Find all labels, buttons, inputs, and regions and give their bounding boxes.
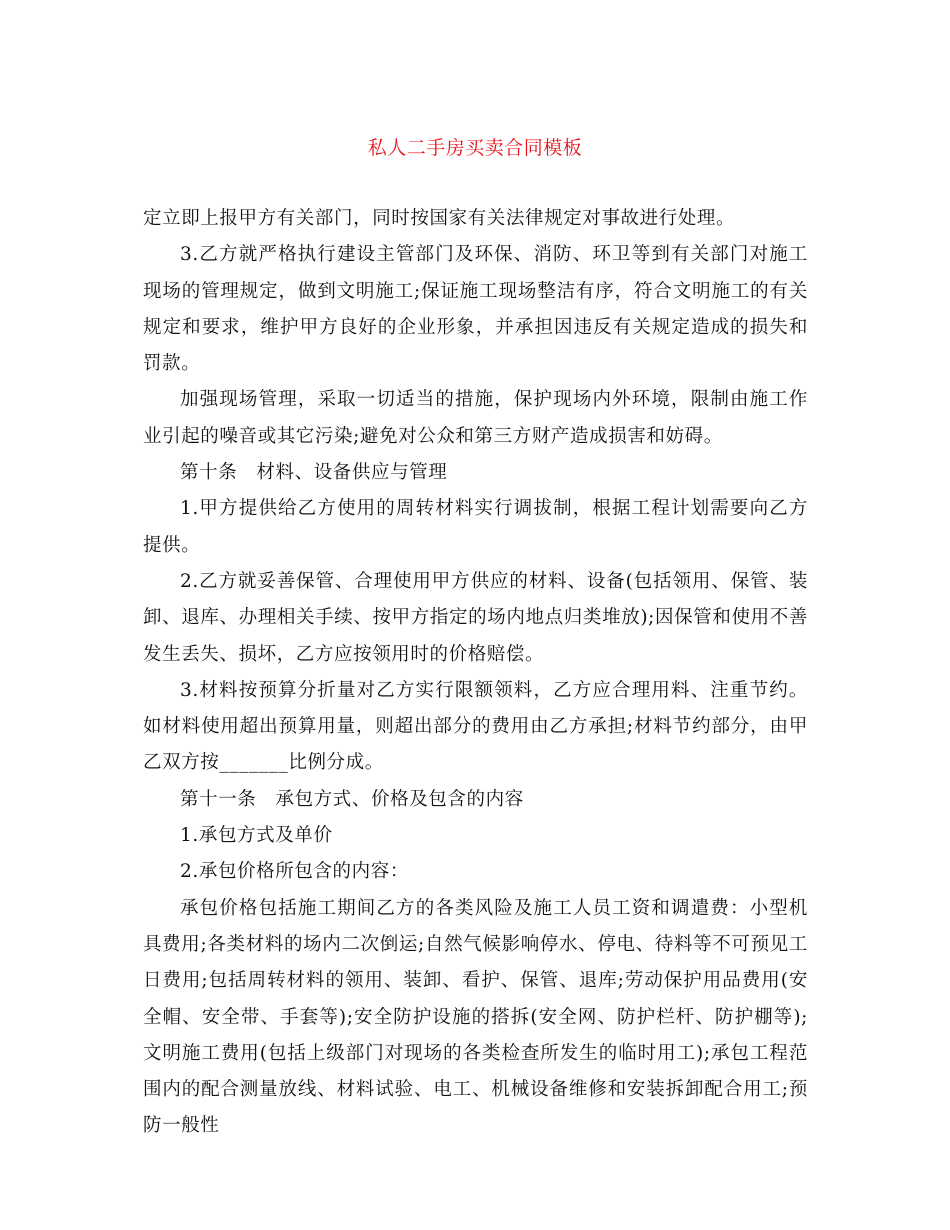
paragraph: 定立即上报甲方有关部门，同时按国家有关法律规定对事故进行处理。 — [143, 208, 736, 229]
paragraph: 1.承包方式及单价 — [180, 825, 333, 847]
paragraph: 2.承包价格所包含的内容： — [180, 861, 409, 883]
paragraph: 承包价格包括施工期间乙方的各类风险及施工人员工资和调遣费：小型机具费用;各类材料的场内二次倒运;自然气候影响停水、停电、待料等不可预见工日费用;包括周转材料的领用、装卸、看护、保管、退库;劳动保护用品费用(安全帽、安全带、手套等);安全防护设施的搭拆(安全网、防护栏杆、防护棚等);文明施工费用(包括上级部门对现场的各类检查所发生的临时用工);承包工程范围内的配合测量放线、材料试验、电工、机械设备维修和安装拆卸配合用工;预防一般性 — [143, 897, 808, 1137]
document-body — [143, 201, 808, 1145]
paragraph: 加强现场管理，采取一切适当的措施，保护现场内外环境，限制由施工作业引起的噪音或其它污染;避免对公众和第三方财产造成损害和妨碍。 — [143, 389, 808, 447]
paragraph: 3.乙方就严格执行建设主管部门及环保、消防、环卫等到有关部门对施工现场的管理规定，做到文明施工;保证施工现场整洁有序，符合文明施工的有关规定和要求，维护甲方良好的企业形象，并承担因违反有关规定造成的损失和罚款。 — [143, 244, 808, 375]
document-title: 私人二手房买卖合同模板 — [367, 137, 583, 159]
section-heading: 第十条 材料、设备供应与管理 — [180, 462, 448, 484]
paragraph: 3.材料按预算分折量对乙方实行限额领料，乙方应合理用料、注重节约。如材料使用超出预算用量，则超出部分的费用由乙方承担;材料节约部分，由甲乙双方按_______比例分成。 — [143, 679, 808, 774]
paragraph: 2.乙方就妥善保管、合理使用甲方供应的材料、设备(包括领用、保管、装卸、退库、办理相关手续、按甲方指定的场内地点归类堆放);因保管和使用不善发生丢失、损坏，乙方应按领用时的价格赔偿。 — [143, 570, 808, 665]
paragraph: 1.甲方提供给乙方使用的周转材料实行调拔制，根据工程计划需要向乙方提供。 — [143, 498, 808, 556]
section-heading: 第十一条 承包方式、价格及包含的内容 — [180, 788, 524, 810]
